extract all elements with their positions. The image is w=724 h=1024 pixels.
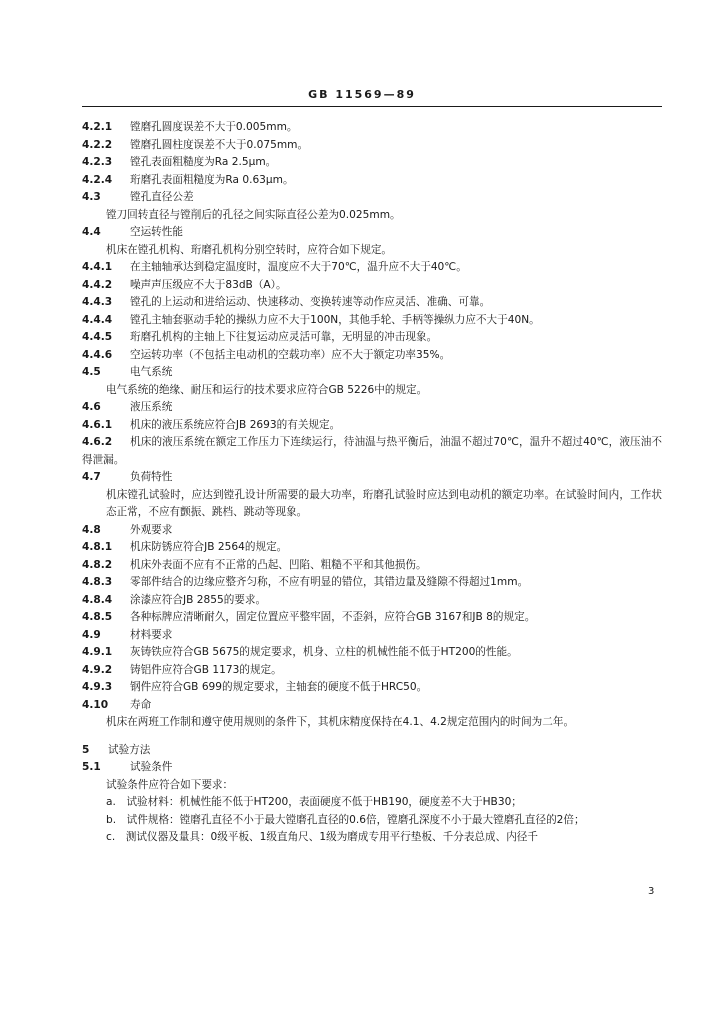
clause-number: 4.7 — [82, 471, 101, 483]
clause-text: 液压系统 — [130, 401, 173, 413]
document-line — [82, 417, 662, 435]
clause-text: 在主轴轴承达到稳定温度时，温度应不大于70℃，温升应不大于40℃。 — [130, 261, 467, 273]
document-line — [82, 207, 662, 225]
clause-text: 外观要求 — [130, 523, 173, 536]
clause-number: 4.9 — [82, 628, 101, 641]
clause-number: 4.3 — [82, 191, 101, 203]
clause-text: 机床在两班工作制和遵守使用规则的条件下，其机床精度保持在4.1、4.2规定范围内的时间为二年。 — [106, 716, 575, 728]
clause-text: b. 试件规格：镗磨孔直径不小于最大镗磨孔直径的0.6倍，镗磨孔深度不小于最大镗磨孔直径的2倍； — [106, 813, 585, 826]
document-line — [82, 539, 662, 557]
clause-text: 材料要求 — [130, 628, 173, 641]
document-line — [82, 154, 662, 172]
clause-text: 涂漆应符合JB 2855的要求。 — [130, 593, 267, 606]
document-line — [82, 714, 662, 732]
document-line — [82, 119, 662, 137]
clause-text: 试验方法 — [108, 743, 151, 756]
clause-number: 4.6 — [82, 401, 101, 413]
clause-number: 4.2.2 — [82, 138, 113, 151]
clause-text: 试验条件应符合如下要求： — [106, 778, 234, 791]
document-line — [82, 242, 662, 260]
document-line — [82, 364, 662, 382]
document-line — [82, 759, 662, 777]
document-line — [82, 329, 662, 347]
clause-text: 负荷特性 — [130, 471, 173, 483]
clause-text: 钢件应符合GB 699的规定要求，主轴套的硬度不低于HRC50。 — [130, 681, 428, 693]
document-line — [82, 609, 662, 627]
document-body — [82, 119, 662, 847]
clause-number: 4.9.1 — [82, 646, 113, 658]
clause-number: 4.2.1 — [82, 121, 113, 133]
document-line — [82, 172, 662, 190]
document-line — [82, 347, 662, 365]
document-line — [82, 662, 662, 680]
clause-number: 4.4.5 — [82, 331, 113, 343]
clause-text: 机床的液压系统在额定工作压力下连续运行，待油温与热平衡后，油温不超过70℃，温升不超过40℃，液压油不得泄漏。 — [82, 436, 662, 466]
clause-text: 寿命 — [130, 698, 152, 711]
clause-text: 空运转性能 — [130, 226, 183, 238]
clause-number: 4.6.2 — [82, 436, 113, 448]
standard-code-header: GB 11569—89 — [308, 88, 416, 101]
clause-text: 各种标牌应清晰耐久，固定位置应平整牢固，不歪斜，应符合GB 3167和JB 8的规定。 — [130, 611, 536, 623]
section-gap — [82, 732, 662, 742]
header-rule — [82, 106, 662, 107]
clause-text: 镗孔的上运动和进给运动、快速移动、变换转速等动作应灵活、准确、可靠。 — [130, 296, 491, 308]
clause-text: 珩磨孔机构的主轴上下往复运动应灵活可靠，无明显的冲击现象。 — [130, 331, 438, 343]
clause-text: 镗刀回转直径与镗削后的孔径之间实际直径公差为0.025mm。 — [106, 208, 401, 221]
clause-text: 灰铸铁应符合GB 5675的规定要求，机身、立柱的机械性能不低于HT200的性能。 — [130, 646, 518, 658]
document-line — [82, 434, 662, 469]
clause-number: 4.6.1 — [82, 418, 113, 431]
clause-number: 4.4.1 — [82, 261, 113, 273]
document-line — [82, 189, 662, 207]
document-line — [82, 469, 662, 487]
document-line — [82, 812, 662, 830]
document-line — [82, 259, 662, 277]
document-line — [82, 382, 662, 400]
document-line — [82, 522, 662, 540]
document-line — [82, 679, 662, 697]
clause-text: 镗孔主轴套驱动手轮的操纵力应不大于100N，其他手轮、手柄等操纵力应不大于40N。 — [130, 313, 540, 326]
clause-text: 空运转功率（不包括主电动机的空载功率）应不大于额定功率35%。 — [130, 348, 451, 361]
document-line — [82, 277, 662, 295]
clause-text: 镗磨孔圆度误差不大于0.005mm。 — [130, 121, 298, 133]
document-line — [82, 574, 662, 592]
clause-number: 4.4.2 — [82, 278, 113, 291]
clause-number: 4.8.2 — [82, 558, 113, 571]
clause-number: 4.8 — [82, 523, 101, 536]
clause-text: 噪声声压级应不大于83dB（A）。 — [130, 278, 287, 291]
document-line — [82, 487, 662, 522]
document-line — [82, 794, 662, 812]
clause-text: 机床外表面不应有不正常的凸起、凹陷、粗糙不平和其他损伤。 — [130, 558, 427, 571]
clause-number: 4.2.4 — [82, 173, 113, 186]
document-line — [82, 742, 662, 760]
clause-text: 机床的液压系统应符合JB 2693的有关规定。 — [130, 418, 341, 431]
clause-text: 铸铝件应符合GB 1173的规定。 — [130, 663, 282, 676]
page-number: 3 — [648, 886, 655, 897]
document-line — [82, 557, 662, 575]
clause-number: 5 — [82, 743, 90, 756]
clause-number: 4.8.1 — [82, 541, 113, 553]
clause-text: 机床镗孔试验时，应达到镗孔设计所需要的最大功率，珩磨孔试验时应达到电动机的额定功率。在试验时间内，工作状态正常，不应有颤振、跳档、跳动等现象。 — [106, 488, 662, 518]
clause-text: 电气系统 — [130, 366, 173, 378]
document-line — [82, 627, 662, 645]
document-line — [82, 644, 662, 662]
document-line — [82, 777, 662, 795]
clause-number: 4.2.3 — [82, 156, 113, 168]
document-line — [82, 399, 662, 417]
clause-number: 4.8.5 — [82, 611, 113, 623]
clause-text: 珩磨孔表面粗糙度为Ra 0.63μm。 — [130, 173, 294, 186]
document-line — [82, 137, 662, 155]
document-line — [82, 224, 662, 242]
clause-number: 5.1 — [82, 761, 101, 773]
clause-text: 电气系统的绝缘、耐压和运行的技术要求应符合GB 5226中的规定。 — [106, 383, 428, 396]
document-line — [82, 592, 662, 610]
document-line — [82, 312, 662, 330]
clause-text: 机床在镗孔机构、珩磨孔机构分别空转时，应符合如下规定。 — [106, 243, 393, 256]
document-line — [82, 294, 662, 312]
clause-number: 4.9.2 — [82, 663, 113, 676]
clause-number: 4.8.4 — [82, 593, 113, 606]
clause-text: 镗磨孔圆柱度误差不大于0.075mm。 — [130, 138, 309, 151]
clause-number: 4.10 — [82, 698, 109, 711]
clause-number: 4.8.3 — [82, 576, 113, 588]
clause-text: 镗孔表面粗糙度为Ra 2.5μm。 — [130, 156, 277, 168]
clause-text: 镗孔直径公差 — [130, 191, 194, 203]
clause-number: 4.5 — [82, 366, 101, 378]
document-line — [82, 697, 662, 715]
clause-text: a. 试验材料：机械性能不低于HT200，表面硬度不低于HB190，硬度差不大于HB30； — [106, 796, 522, 808]
clause-number: 4.4.6 — [82, 348, 113, 361]
clause-number: 4.4.3 — [82, 296, 113, 308]
clause-text: 试验条件 — [130, 761, 173, 773]
clause-number: 4.4.4 — [82, 313, 113, 326]
clause-number: 4.4 — [82, 226, 101, 238]
clause-text: 机床防锈应符合JB 2564的规定。 — [130, 541, 288, 553]
clause-number: 4.9.3 — [82, 681, 113, 693]
clause-text: 零部件结合的边缘应整齐匀称，不应有明显的错位，其错边量及缝隙不得超过1mm。 — [130, 576, 529, 588]
document-line — [82, 829, 662, 847]
clause-text: c. 测试仪器及量具：0级平板、1级直角尺、1级为磨成专用平行垫板、千分表总成、内径千 — [106, 831, 538, 843]
